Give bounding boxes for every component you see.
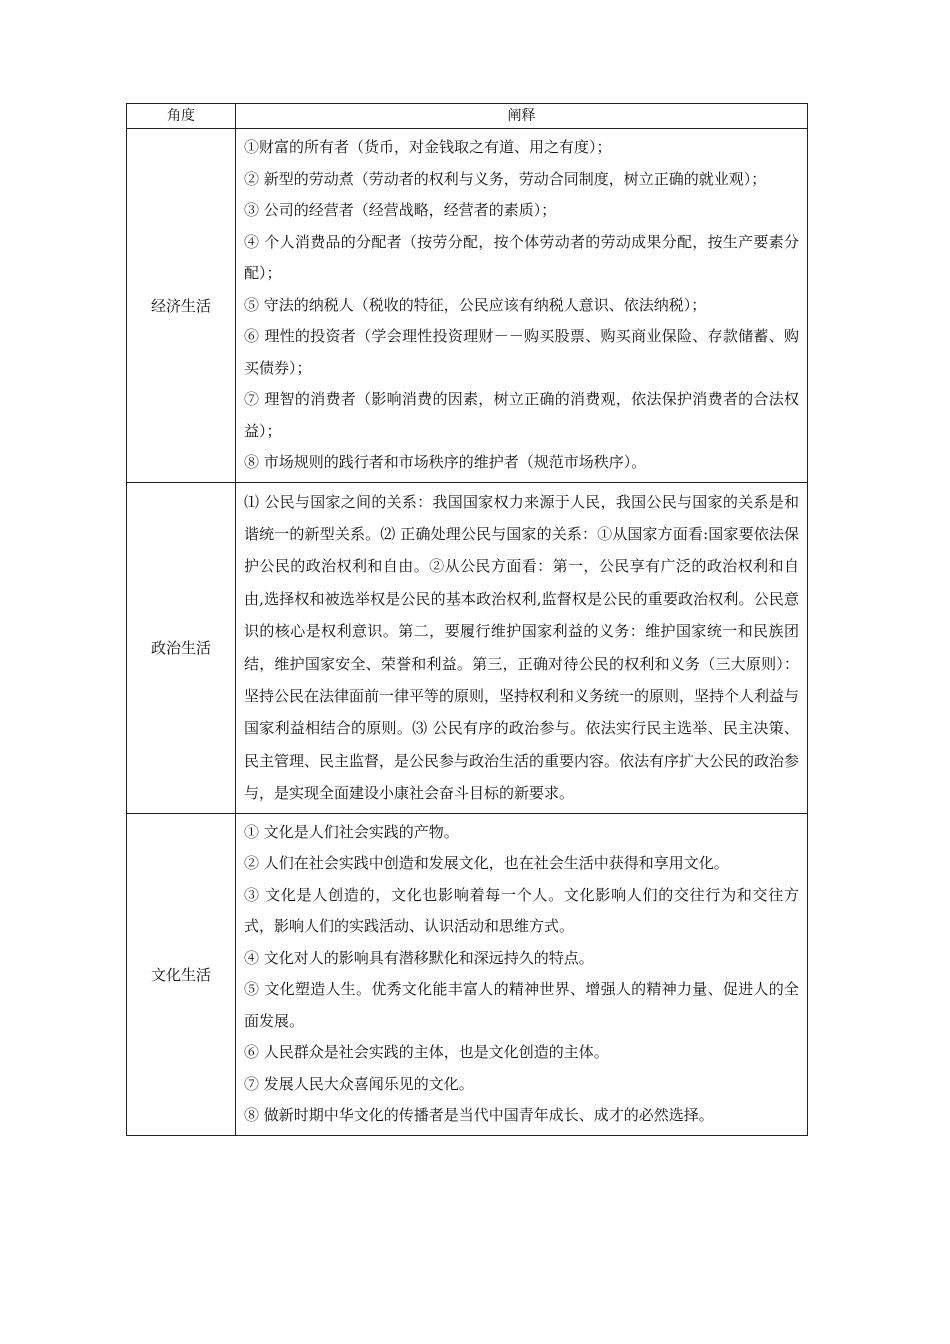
list-item: ⑧ 做新时期中华文化的传播者是当代中国青年成长、成才的必然选择。 [244,1106,714,1125]
table-row-political [127,482,808,813]
table-row-economic [127,129,808,483]
list-item: ⑥ 理性的投资者（学会理性投资理财－－购买股票、购买商业保险、存款储蓄、购买债券）； [244,327,799,377]
table-row-cultural [127,813,808,1135]
explanation-cultural-life [236,813,808,1135]
list-item: ① 文化是人们社会实践的产物。 [244,822,459,841]
list-item: ⑤ 文化塑造人生。优秀文化能丰富人的精神世界、增强人的精神力量、促进人的全面发展。 [244,980,799,1030]
list-item: ⑦ 发展人民大众喜闻乐见的文化。 [244,1074,474,1093]
table-header-row [127,104,808,129]
list-item: ⑧ 市场规则的践行者和市场秩序的维护者（规范市场秩序）。 [244,453,647,471]
paragraph: ⑴ 公民与国家之间的关系：我国国家权力来源于人民，我国公民与国家的关系是和谐统一的新型关系。⑵ 正确处理公民与国家的关系：①从国家方面看:国家要依法保护公民的政治权利和自由。②从公民方面看：第一，公民享有广泛的政治权利和自由,选择权和被选举权是公民的基本政治权利,监督权是公民的重要政治权利。公民意识的核心是权利意识。第二，要履行维护国家利益的义务：维护国家统一和民族团结，维护国家安全、荣誉和利益。第三，正确对待公民的权利和义务（三大原则）：坚持公民在法律面前一律平等的原则，坚持权利和义务统一的原则，坚持个人利益与国家利益相结合的原则。⑶ 公民有序的政治参与。依法实行民主选举、民主决策、民主管理、民主监督，是公民参与政治生活的重要内容。依法有序扩大公民的政治参与，是实现全面建设小康社会奋斗目标的新要求。 [244,492,800,803]
angle-political-life: 政治生活 [127,482,236,813]
header-angle: 角度 [127,104,236,129]
list-item: ② 新型的劳动煮（劳动者的权利与义务，劳动合同制度，树立正确的就业观）； [244,169,767,188]
header-explanation: 阐释 [236,104,808,129]
list-item: ④ 文化对人的影响具有潜移默化和深远持久的特点。 [244,948,594,967]
list-item: ⑦ 理智的消费者（影响消费的因素，树立正确的消费观，依法保护消费者的合法权益）； [244,390,799,440]
list-item: ③ 公司的经营者（经营战略，经营者的素质）； [244,201,557,219]
explanation-economic-life [236,129,808,483]
list-item: ③ 文化是人创造的，文化也影响着每一个人。文化影响人们的交往行为和交往方式，影响人们的实践活动、认识活动和思维方式。 [244,885,799,936]
angle-cultural-life: 文化生活 [127,813,236,1135]
content-table [126,103,808,1136]
angle-economic-life: 经济生活 [127,129,236,483]
list-item: ④ 个人消费品的分配者（按劳分配，按个体劳动者的劳动成果分配，按生产要素分配）； [244,232,799,282]
explanation-political-life [236,482,808,813]
list-item: ② 人们在社会实践中创造和发展文化，也在社会生活中获得和享用文化。 [244,854,729,873]
list-item: ①财富的所有者（货币，对金钱取之有道、用之有度）； [244,138,612,156]
list-item: ⑥ 人民群众是社会实践的主体，也是文化创造的主体。 [244,1043,609,1062]
list-item: ⑤ 守法的纳税人（税收的特征，公民应该有纳税人意识、依法纳税）； [244,295,707,314]
